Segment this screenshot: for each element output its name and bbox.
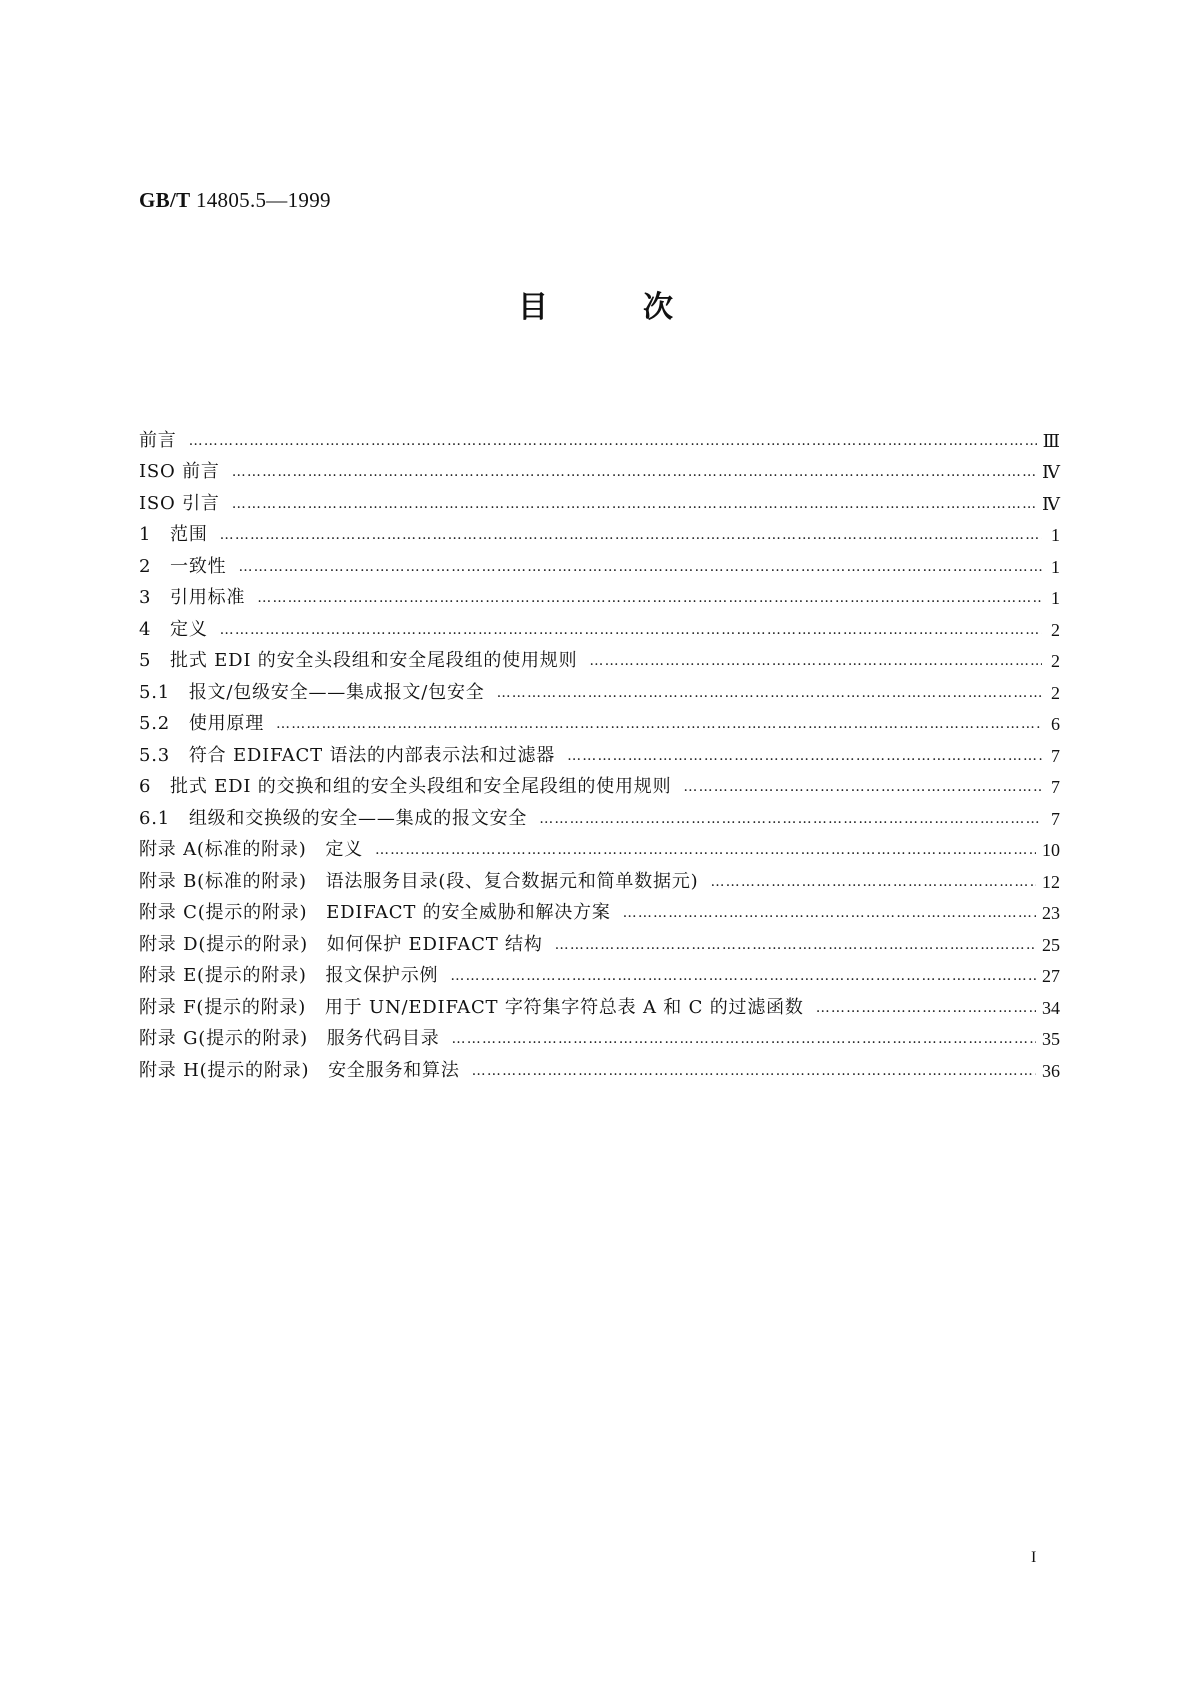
toc-entry-label: 附录 A(标准的附录) 定义 xyxy=(139,839,363,860)
toc-entry-label: 4 定义 xyxy=(139,618,208,640)
toc-entry[interactable] xyxy=(139,545,1060,577)
toc-entry-page: 2 xyxy=(1051,651,1060,671)
toc-entry-page: 2 xyxy=(1051,619,1060,640)
toc-leader-dots xyxy=(238,557,1042,577)
toc-entry[interactable] xyxy=(139,451,1060,483)
toc-entry-label: 附录 C(提示的附录) EDIFACT 的安全威胁和解决方案 xyxy=(139,902,611,923)
toc-entry-page: 7 xyxy=(1051,745,1060,766)
toc-entry[interactable] xyxy=(139,797,1060,829)
toc-entry-label: 6 批式 EDI 的交换和组的安全头段组和安全尾段组的使用规则 xyxy=(139,776,672,797)
toc-leader-dots xyxy=(220,620,1042,640)
toc-entry-page: 7 xyxy=(1051,808,1060,829)
title-char-1: 目 xyxy=(518,290,548,325)
toc-entry-label: 附录 H(提示的附录) 安全服务和算法 xyxy=(139,1059,460,1081)
toc-entry-label: 附录 E(提示的附录) 报文保护示例 xyxy=(139,965,439,986)
toc-entry[interactable] xyxy=(139,829,1060,861)
toc-leader-dots xyxy=(232,462,1036,482)
toc-leader-dots xyxy=(567,746,1042,766)
page-title xyxy=(0,282,1191,326)
toc-entry[interactable] xyxy=(139,734,1060,766)
toc-leader-dots xyxy=(189,431,1037,451)
toc-leader-dots xyxy=(497,683,1042,703)
title-char-2: 次 xyxy=(643,290,673,325)
page-number: I xyxy=(1031,1549,1037,1566)
toc-entry-page: 25 xyxy=(1042,934,1060,955)
toc-entry[interactable] xyxy=(139,419,1060,451)
toc-entry[interactable] xyxy=(139,514,1060,546)
toc-entry-label: 附录 F(提示的附录) 用于 UN/EDIFACT 字符集字符总表 A 和 C 的过滤函数 xyxy=(139,996,804,1018)
toc-entry-label: 5.3 符合 EDIFACT 语法的内部表示法和过滤器 xyxy=(139,744,556,766)
toc-entry[interactable] xyxy=(139,703,1060,735)
toc-entry[interactable] xyxy=(139,766,1060,798)
toc-leader-dots xyxy=(472,1061,1036,1081)
toc-entry-label: ISO 引言 xyxy=(139,492,220,514)
toc-leader-dots xyxy=(710,872,1036,892)
toc-entry-page: Ⅳ xyxy=(1042,493,1060,514)
toc-leader-dots xyxy=(220,525,1042,545)
toc-leader-dots xyxy=(375,840,1036,860)
toc-entry-page: 7 xyxy=(1051,777,1060,797)
toc-entry-label: 5.2 使用原理 xyxy=(139,713,265,734)
standard-code xyxy=(139,188,331,213)
toc-entry-label: 附录 G(提示的附录) 服务代码目录 xyxy=(139,1028,440,1049)
toc-entry-label: 2 一致性 xyxy=(139,555,227,577)
toc-entry-page: 1 xyxy=(1051,588,1060,608)
toc-entry-page: 23 xyxy=(1042,903,1060,923)
toc-entry-label: 附录 D(提示的附录) 如何保护 EDIFACT 结构 xyxy=(139,933,543,955)
toc-entry-label: 5.1 报文/包级安全——集成报文/包安全 xyxy=(139,681,485,703)
toc-leader-dots xyxy=(452,1029,1036,1049)
toc-entry[interactable] xyxy=(139,923,1060,955)
toc-leader-dots xyxy=(683,777,1042,797)
toc-entry-page: 27 xyxy=(1042,966,1060,986)
toc-entry-page: 6 xyxy=(1051,714,1060,734)
toc-entry[interactable] xyxy=(139,671,1060,703)
standard-prefix: GB/T xyxy=(139,188,191,212)
toc-entry-page: 12 xyxy=(1042,871,1060,892)
toc-leader-dots xyxy=(816,998,1036,1018)
toc-entry-page: 34 xyxy=(1042,997,1060,1018)
toc-entry[interactable] xyxy=(139,577,1060,609)
toc-entry-label: 1 范围 xyxy=(139,524,208,545)
toc-entry[interactable] xyxy=(139,640,1060,672)
toc-entry-page: 35 xyxy=(1042,1029,1060,1049)
table-of-contents xyxy=(139,419,1060,1081)
toc-leader-dots xyxy=(257,588,1042,608)
toc-entry-page: 1 xyxy=(1051,525,1060,545)
toc-entry[interactable] xyxy=(139,608,1060,640)
toc-entry-page: 36 xyxy=(1042,1060,1060,1081)
toc-leader-dots xyxy=(232,494,1036,514)
toc-entry-label: 附录 B(标准的附录) 语法服务目录(段、复合数据元和简单数据元) xyxy=(139,870,699,892)
toc-entry-label: ISO 前言 xyxy=(139,461,220,482)
toc-entry[interactable] xyxy=(139,1049,1060,1081)
toc-entry-page: 10 xyxy=(1042,840,1060,860)
toc-leader-dots xyxy=(539,809,1042,829)
toc-entry[interactable] xyxy=(139,955,1060,987)
toc-entry[interactable] xyxy=(139,892,1060,924)
toc-entry-label: 5 批式 EDI 的安全头段组和安全尾段组的使用规则 xyxy=(139,650,578,671)
toc-entry-page: Ⅲ xyxy=(1042,430,1060,451)
toc-leader-dots xyxy=(450,966,1036,986)
standard-number: 14805.5—1999 xyxy=(195,188,331,212)
toc-leader-dots xyxy=(589,651,1042,671)
toc-entry-label: 前言 xyxy=(139,429,177,451)
toc-entry[interactable] xyxy=(139,986,1060,1018)
toc-entry-page: Ⅳ xyxy=(1042,462,1060,482)
toc-entry-page: 2 xyxy=(1051,682,1060,703)
toc-entry-page: 1 xyxy=(1051,556,1060,577)
toc-entry[interactable] xyxy=(139,860,1060,892)
toc-entry[interactable] xyxy=(139,1018,1060,1050)
toc-leader-dots xyxy=(623,903,1036,923)
toc-entry-label: 3 引用标准 xyxy=(139,587,246,608)
toc-leader-dots xyxy=(555,935,1036,955)
toc-entry-label: 6.1 组级和交换级的安全——集成的报文安全 xyxy=(139,807,528,829)
toc-entry[interactable] xyxy=(139,482,1060,514)
toc-leader-dots xyxy=(276,714,1042,734)
